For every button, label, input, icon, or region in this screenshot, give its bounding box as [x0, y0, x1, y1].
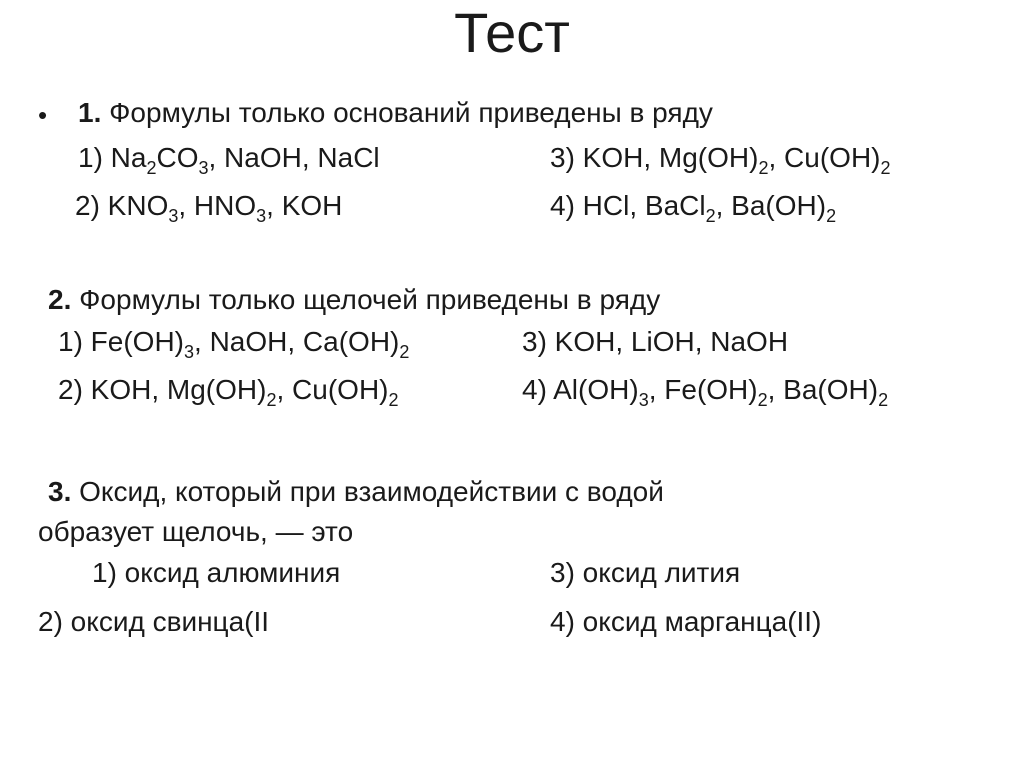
- q1-option-4: [550, 189, 837, 226]
- q1-option-2: [75, 189, 343, 226]
- formula-subscript: 3: [638, 390, 649, 410]
- question-3-text-line-2: образует щелочь, — это: [38, 516, 354, 547]
- formula-text: , KOH: [266, 190, 343, 221]
- formula-subscript: 2: [826, 206, 837, 226]
- bullet-icon: •: [38, 100, 48, 130]
- formula-text: 3) KOH, LiOH, NaOH: [522, 326, 789, 357]
- formula-subscript: 2: [878, 390, 889, 410]
- formula-subscript: 3: [198, 158, 209, 178]
- question-1-number: 1.: [78, 97, 102, 128]
- slide-title: Тест: [454, 1, 570, 64]
- formula-text: 2) KNO: [75, 190, 169, 221]
- formula-subscript: 3: [168, 206, 179, 226]
- question-3-number: 3.: [48, 476, 72, 507]
- formula-text: 2) KOH, Mg(OH): [58, 374, 267, 405]
- formula-text: , Cu(OH): [276, 374, 389, 405]
- q2-option-2: [58, 373, 399, 410]
- formula-subscript: 2: [758, 158, 769, 178]
- formula-text: , HNO: [178, 190, 257, 221]
- formula-subscript: 2: [705, 206, 716, 226]
- formula-text: , Cu(OH): [768, 142, 881, 173]
- formula-subscript: 3: [256, 206, 267, 226]
- formula-text: 3) KOH, Mg(OH): [550, 142, 759, 173]
- formula-text: , NaOH, Ca(OH): [194, 326, 400, 357]
- question-2: [48, 283, 660, 317]
- formula-subscript: 2: [146, 158, 157, 178]
- question-1: [78, 96, 713, 130]
- formula-text: 1) Fe(OH): [58, 326, 184, 357]
- formula-subscript: 2: [266, 390, 277, 410]
- formula-subscript: 2: [388, 390, 399, 410]
- formula-text: 1) Na: [78, 142, 147, 173]
- q3-option-3: 3) оксид лития: [550, 557, 741, 588]
- formula-text: CO: [156, 142, 199, 173]
- formula-text: 4) HCl, BaCl: [550, 190, 706, 221]
- formula-subscript: 3: [184, 342, 195, 362]
- formula-text: , Fe(OH): [648, 374, 758, 405]
- question-3-text-line-1: Оксид, который при взаимодействии с водой: [79, 476, 664, 507]
- q1-option-1: [78, 141, 380, 178]
- formula-text: 4) Al(OH): [522, 374, 639, 405]
- formula-subscript: 2: [399, 342, 410, 362]
- formula-text: , Ba(OH): [767, 374, 879, 405]
- q2-option-4: [522, 373, 889, 410]
- q3-option-1: 1) оксид алюминия: [92, 557, 341, 588]
- question-1-text: Формулы только оснований приведены в ряду: [109, 97, 713, 128]
- formula-subscript: 2: [880, 158, 891, 178]
- q2-option-3: [522, 325, 788, 359]
- formula-subscript: 2: [757, 390, 768, 410]
- formula-text: , Ba(OH): [715, 190, 827, 221]
- q2-option-1: [58, 325, 410, 362]
- q3-option-2: 2) оксид свинца(II: [38, 606, 270, 637]
- formula-text: , NaOH, NaCl: [208, 142, 380, 173]
- question-3: [48, 475, 664, 509]
- question-2-number: 2.: [48, 284, 72, 315]
- question-2-text: Формулы только щелочей приведены в ряду: [79, 284, 661, 315]
- q3-option-4: 4) оксид марганца(II): [550, 606, 822, 637]
- q1-option-3: [550, 141, 891, 178]
